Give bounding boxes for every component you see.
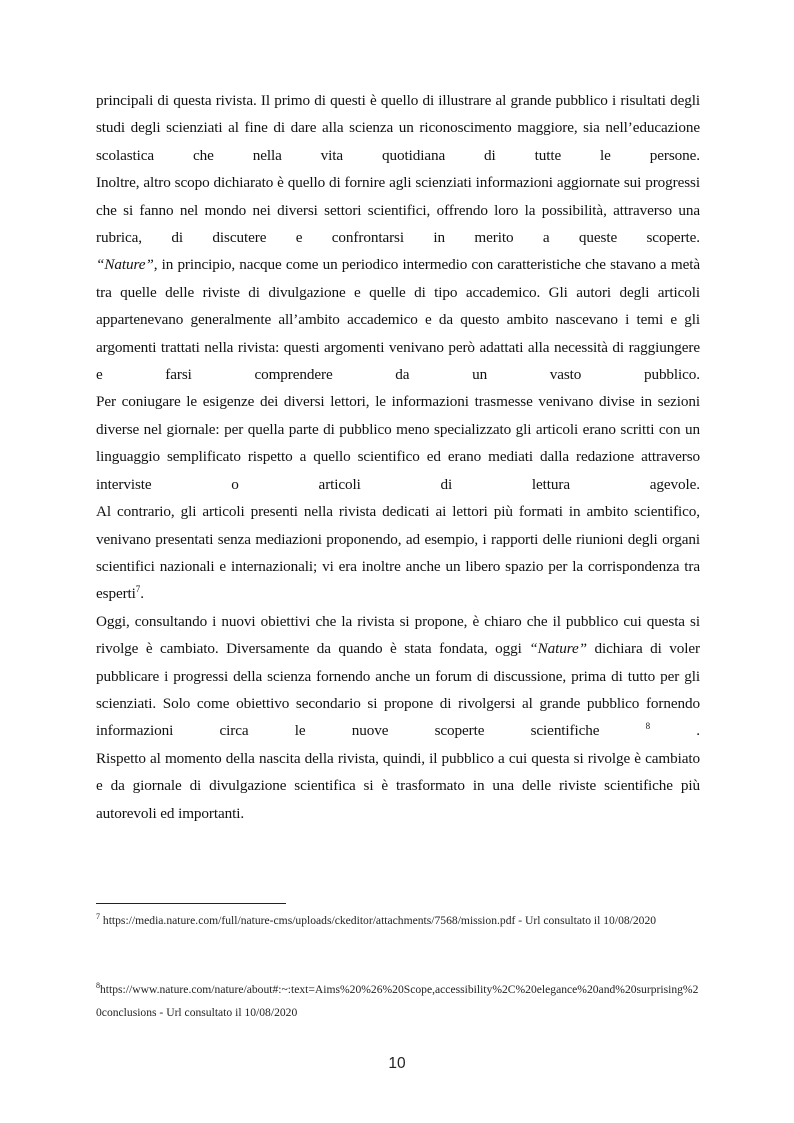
paragraph-6-before: Oggi, consultando i nuovi obiettivi che la rivista si propone, è chiaro che il pubblico cui questa si rivolge è cambiato. Diversamente da quando è stata fondata, oggi (96, 612, 700, 658)
paragraph-7 (96, 745, 700, 827)
paragraph-6 (96, 608, 700, 745)
paragraph-1-text: principali di questa rivista. Il primo di questi è quello di illustrare al grande pubblico i risultati degli studi degli scienziati al fine di dare alla scienza un riconoscimento maggiore, sia nell’educazione scolastica che nella vita quotidiana di tutte le persone. (96, 92, 700, 164)
paragraph-5-after: . (140, 585, 144, 603)
paragraph-6-text: dichiara di voler pubblicare i progressi della scienza fornendo anche un forum di discussione, prima di tutto per gli scienziati. Solo come obiettivo secondario si propone di rivolgersi al grande pubblico fornendo informazioni circa le nuove scoperte scientifiche (96, 640, 700, 740)
journal-name-italic: “Nature” (529, 640, 587, 658)
paragraph-6-after: . (650, 722, 700, 740)
body-text (96, 87, 700, 827)
paragraph-5-text: Al contrario, gli articoli presenti nella rivista dedicati ai lettori più formati in ambito scientifico, venivano presentati senza mediazioni proponendo, ad esempio, i rapporti delle riunioni degli organi scientifici nazionali e internazionali; vi era inoltre anche un libero spazio per la corrispondenza tra esperti (96, 503, 700, 603)
footnote-7 (96, 909, 700, 932)
paragraph-3 (96, 251, 700, 388)
page-number: 10 (388, 1055, 406, 1072)
paragraph-5 (96, 498, 700, 608)
footnote-separator (96, 903, 286, 904)
paragraph-2-text: Inoltre, altro scopo dichiarato è quello di fornire agli scienziati informazioni aggiornate sui progressi che si fanno nel mondo nei diversi settori scientifici, offrendo loro la possibilità, attraverso una rubrica, di discutere e confrontarsi in merito a queste scoperte. (96, 174, 700, 247)
footnote-7-text[interactable]: https://media.nature.com/full/nature-cms/uploads/ckeditor/attachments/7568/mission.pdf - Url consultato il 10/08/2020 (100, 914, 657, 927)
footnote-ref-8[interactable]: 8 (645, 721, 651, 732)
journal-name-italic: “Nature” (96, 256, 154, 274)
paragraph-3-text: , in principio, nacque come un periodico intermedio con caratteristiche che stavano a metà tra quelle delle riviste di divulgazione e quelle di tipo accademico. Gli autori degli articoli appartenevano generalmente all’ambito accademico e da questo ambito nascevano i temi e gli argomenti trattati nella rivista: questi argomenti venivano però adattati alla necessità di raggiungere e farsi comprendere da un vasto pubblico. (96, 256, 700, 384)
footnote-number: 8 (96, 981, 100, 991)
paragraph-2 (96, 169, 700, 251)
paragraph-4-text: Per coniugare le esigenze dei diversi lettori, le informazioni trasmesse venivano divise in sezioni diverse nel giornale: per quella parte di pubblico meno specializzato gli articoli erano scritti con un linguaggio semplificato rispetto a quello scientifico ed erano mediati dalla redazione attraverso interviste o articoli di lettura agevole. (96, 393, 700, 493)
footnote-number: 7 (96, 912, 100, 922)
paragraph-4 (96, 388, 700, 498)
footnote-8 (96, 978, 700, 1024)
paragraph-7-text: Rispetto al momento della nascita della rivista, quindi, il pubblico a cui questa si rivolge è cambiato e da giornale di divulgazione scientifica si è trasformato in una delle riviste scientifiche più autorevoli ed importanti. (96, 749, 700, 822)
paragraph-1 (96, 87, 700, 169)
footnote-8-text[interactable]: https://www.nature.com/nature/about#:~:text=Aims%20%26%20Scope,accessibility%2C%20elegance%20and%20surprising%20conclusions - Url consultato il 10/08/2020 (96, 983, 699, 1019)
footnote-ref-7[interactable]: 7 (135, 584, 141, 595)
